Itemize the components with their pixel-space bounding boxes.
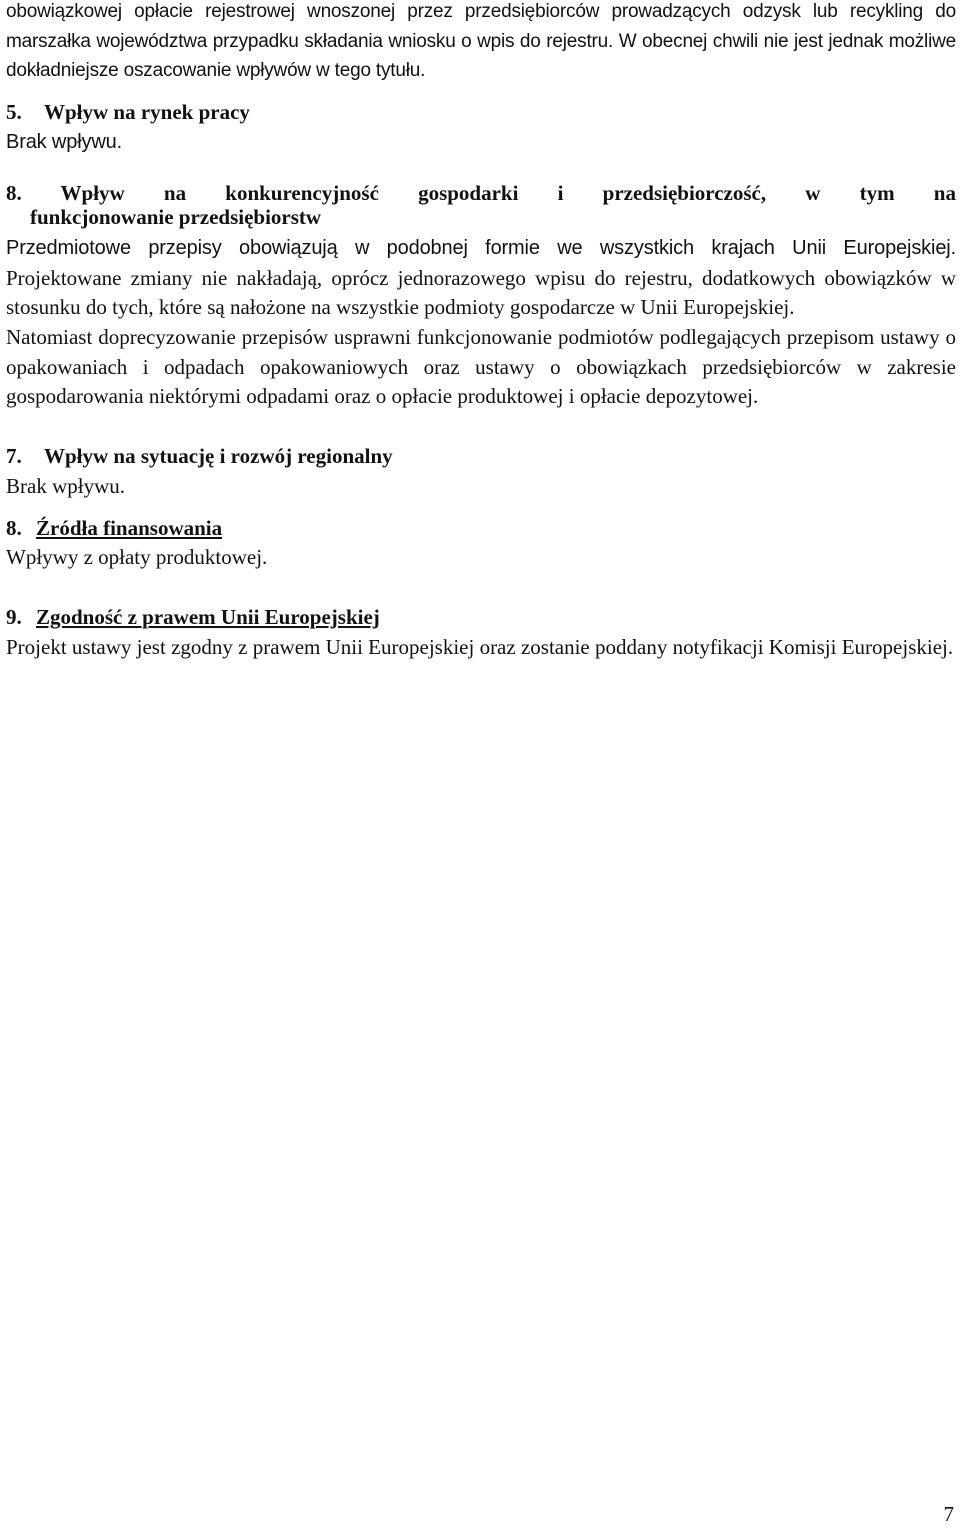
section-7-heading xyxy=(6,442,956,472)
section-8-body-serif-part: Projektowane zmiany nie nakładają, oprócz jednorazowego wpisu do rejestru, dodatkowych obowiązków w stosunku do tych, które są nałożone na wszystkie podmioty gospodarcze w Unii Europejskiej. xyxy=(6,265,956,320)
section-8-body-sans-part: Przedmiotowe przepisy obowiązują w podobnej formie we wszystkich krajach Unii Europejskiej. xyxy=(6,236,956,259)
section-8-heading-line1: 8. Wpływ na konkurencyjność gospodarki i przedsiębiorczość, w tym na xyxy=(6,180,956,205)
section-5-heading xyxy=(6,98,956,128)
section-8-financing-number: 8. xyxy=(6,515,22,540)
section-9-number: 9. xyxy=(6,604,22,629)
section-9-body: Projekt ustawy jest zgodny z prawem Unii Europejskiej oraz zostanie poddany notyfikacji Komisji Europejskiej. xyxy=(6,634,954,659)
intro-paragraph: obowiązkowej opłacie rejestrowej wnoszonej przez przedsiębiorców prowadzących odzysk lub recykling do marszałka województwa przypadku składania wniosku o wpis do rejestru. W obecnej chwili nie jest jednak możliwe dokładniejsze oszacowanie wpływów w tego tytułu. xyxy=(6,1,956,82)
section-5-number: 5. xyxy=(6,100,22,125)
document-content xyxy=(6,0,956,662)
section-8-heading-line2: funkcjonowanie przedsiębiorstw xyxy=(30,205,322,230)
section-9-heading xyxy=(6,603,956,633)
section-8-financing-title: Źródła finansowania xyxy=(36,515,223,540)
section-5-body: Brak wpływu. xyxy=(6,130,123,153)
section-8-body-paragraph-1 xyxy=(6,233,956,323)
section-9-title: Zgodność z prawem Unii Europejskiej xyxy=(36,604,380,629)
page-number: 7 xyxy=(943,1502,954,1526)
section-8-financing-body: Wpływy z opłaty produktowej. xyxy=(6,545,268,570)
section-8-financing-heading xyxy=(6,514,956,544)
section-5-title: Wpływ na rynek pracy xyxy=(44,100,250,125)
section-7-title: Wpływ na sytuację i rozwój regionalny xyxy=(44,444,393,469)
section-7-body: Brak wpływu. xyxy=(6,473,125,498)
section-7-number: 7. xyxy=(6,444,22,469)
section-8-body-paragraph-2: Natomiast doprecyzowanie przepisów usprawni funkcjonowanie podmiotów podlegających przepisom ustawy o opakowaniach i odpadach opakowaniowych oraz ustawy o obowiązkach przedsiębiorców w zakresie gospodarowania niektórymi odpadami oraz o opłacie produktowej i opłacie depozytowej. xyxy=(6,325,956,409)
